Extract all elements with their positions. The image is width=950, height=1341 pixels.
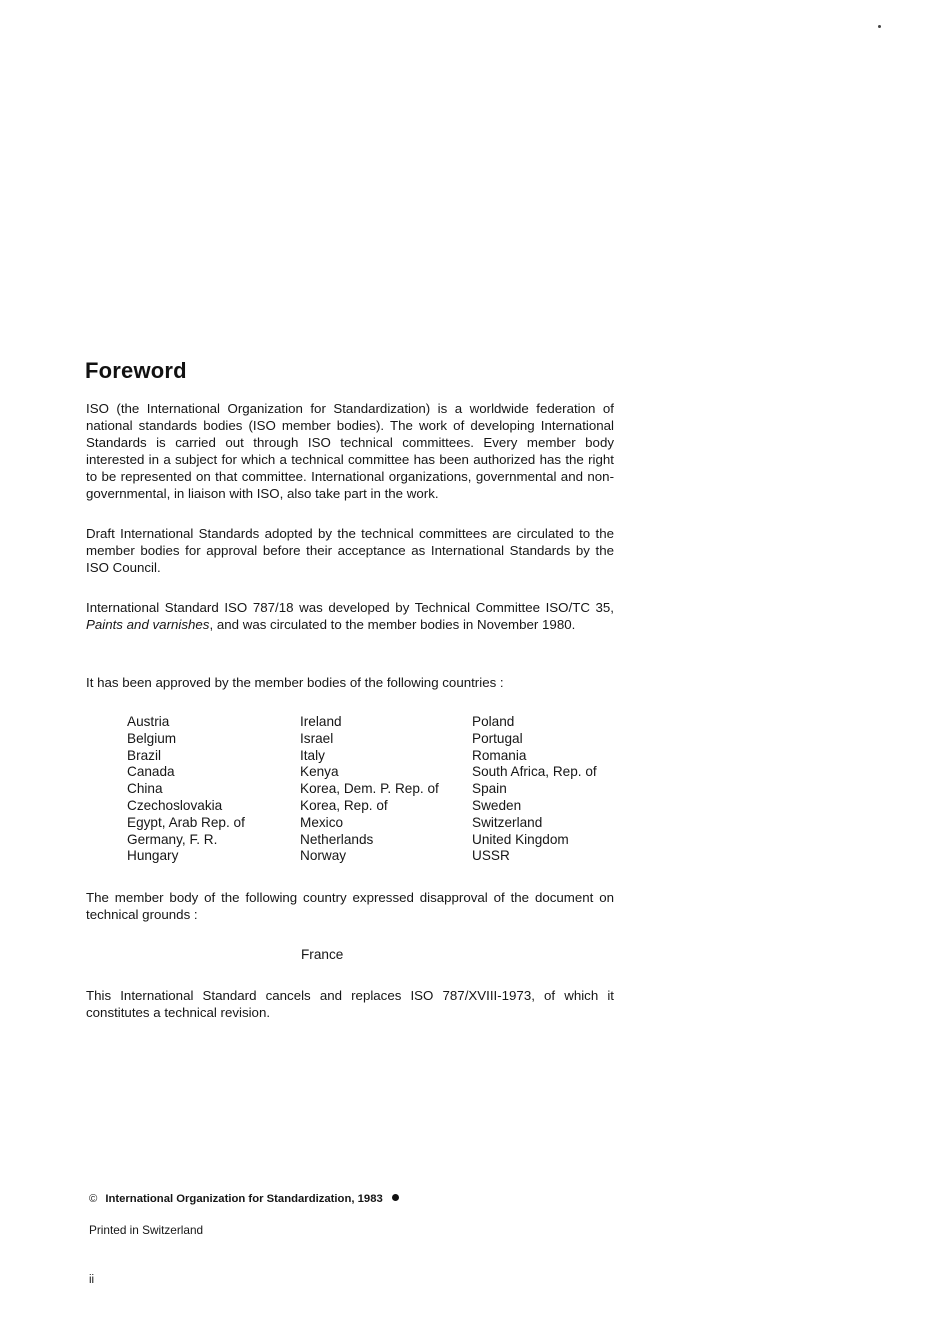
country-item: Korea, Rep. of	[300, 797, 388, 813]
scan-speck	[878, 25, 881, 28]
country-item: USSR	[472, 848, 510, 864]
country-item: Hungary	[127, 848, 179, 864]
country-item: South Africa, Rep. of	[472, 764, 597, 780]
country-item: Ireland	[300, 714, 342, 729]
country-item: Norway	[300, 848, 347, 864]
country-item: Romania	[472, 747, 527, 763]
page-number: ii	[89, 1274, 95, 1286]
country-item: Mexico	[300, 814, 344, 830]
country-item: Portugal	[472, 730, 523, 746]
country-item: Spain	[472, 781, 507, 797]
country-item: Sweden	[472, 797, 522, 813]
country-item: Brazil	[127, 747, 161, 763]
country-item: United Kingdom	[472, 831, 569, 847]
country-item: Korea, Dem. P. Rep. of	[300, 781, 439, 797]
paragraph-approval-intro: It has been approved by the member bodies of the following countries :	[86, 675, 504, 690]
country-item: Austria	[127, 714, 170, 729]
country-item: Czechoslovakia	[127, 797, 223, 813]
country-item: Israel	[300, 730, 334, 746]
country-item: Switzerland	[472, 814, 543, 830]
paragraph-revision: This International Standard cancels and replaces ISO 787/XVIII-1973, of which it constitutes a technical revision.	[86, 988, 614, 1020]
countries-column-3	[472, 714, 632, 865]
countries-column-1	[127, 714, 300, 865]
country-item: Germany, F. R.	[127, 831, 218, 847]
paragraph-iso-intro: ISO (the International Organization for Standardization) is a worldwide federation of national standards bodies (ISO member bodies). The work of developing International Standards is carried out through ISO technical committees. Every member body interested in a subject for which a technical committee has been authorized has the right to be represented on that committee. International organizations, governmental and non-governmental, in liaison with ISO, also take part in the work.	[86, 401, 614, 501]
country-item: Egypt, Arab Rep. of	[127, 814, 245, 830]
country-item: Netherlands	[300, 831, 374, 847]
dissenting-country: France	[301, 947, 344, 962]
country-item: China	[127, 781, 163, 797]
paragraph-draft-standards: Draft International Standards adopted by the technical committees are circulated to the member bodies for approval before their acceptance as International Standards by the ISO Council.	[86, 526, 614, 575]
copyright-line	[89, 1192, 399, 1206]
copyright-text: International Organization for Standardization, 1983	[105, 1193, 383, 1205]
paragraph-disapproval: The member body of the following country expressed disapproval of the document on technical grounds :	[86, 890, 614, 922]
printed-location: Printed in Switzerland	[89, 1223, 204, 1237]
country-item: Belgium	[127, 730, 177, 746]
development-text-start: International Standard ISO 787/18 was developed by Technical Committee ISO/TC 35,	[86, 600, 614, 615]
bullet-icon	[392, 1194, 399, 1201]
paragraph-development	[86, 599, 614, 633]
approving-countries-list	[127, 714, 632, 865]
page-title: Foreword	[85, 358, 187, 383]
countries-column-2	[300, 714, 472, 865]
development-text-end: , and was circulated to the member bodies in November 1980.	[209, 617, 576, 632]
copyright-symbol: ©	[89, 1193, 98, 1205]
country-item: Canada	[127, 764, 175, 780]
country-item: Italy	[300, 747, 325, 763]
country-item: Poland	[472, 714, 515, 729]
committee-title: Paints and varnishes	[86, 617, 210, 632]
country-item: Kenya	[300, 764, 339, 780]
